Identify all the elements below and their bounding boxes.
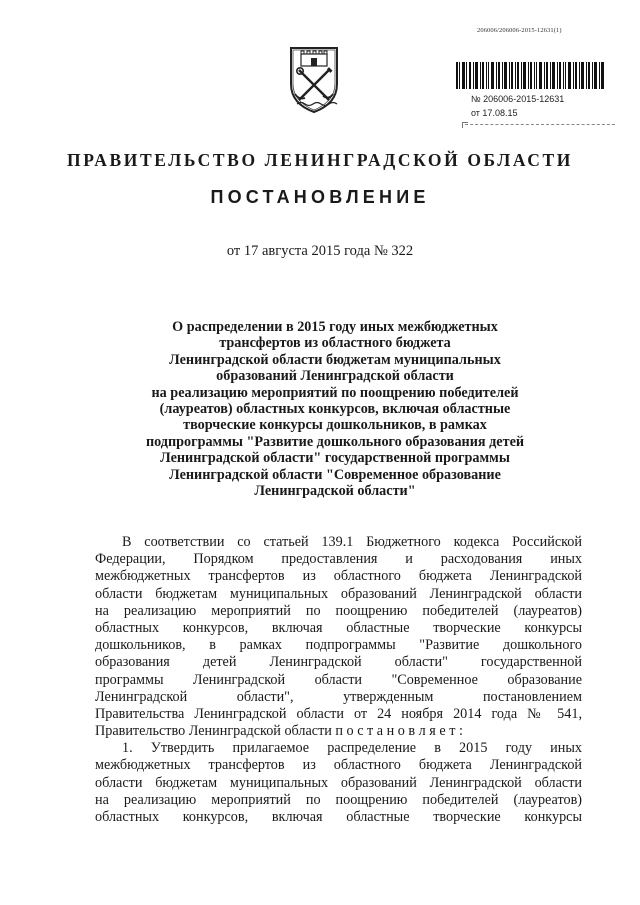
subject-line: Ленинградской области" <box>254 483 416 500</box>
body-line: Правительства Ленинградской области от 24 ноября 2014 года № 541, <box>95 705 582 722</box>
subject-line: на реализацию мероприятий по поощрению победителей <box>151 384 519 401</box>
body-line: образования детей Ленинградской области" государственной <box>95 654 582 671</box>
body-line: дошкольников, в рамках подпрограммы "Развитие дошкольного <box>95 637 582 654</box>
subject-line: трансфертов из областного бюджета <box>219 335 451 352</box>
body-line: межбюджетных трансфертов из областного бюджета Ленинградской <box>95 757 582 774</box>
subject-line: образований Ленинградской области <box>216 368 454 385</box>
body-line: областных конкурсов, включая областные творческие конкурсы <box>95 809 582 825</box>
body-line: Федерации, Порядком предоставления и расходования иных <box>95 551 582 568</box>
decree-subject <box>100 319 570 499</box>
registration-number: № 206006-2015-12631 <box>471 94 565 104</box>
subject-line: О распределении в 2015 году иных межбюджетных <box>172 319 498 335</box>
subject-line: Ленинградской области "Современное образование <box>169 466 501 483</box>
document-id: 206006/206006-2015-12631(1) <box>477 27 562 34</box>
body-line: на реализацию мероприятий по поощрению победителей (лауреатов) <box>95 791 582 808</box>
body-line: программы Ленинградской области "Современное образование <box>95 671 582 688</box>
body-line: межбюджетных трансфертов из областного бюджета Ленинградской <box>95 568 582 585</box>
body-line: 1. Утвердить прилагаемое распределение в 2015 году иных <box>122 740 582 757</box>
subject-line: (лауреатов) областных конкурсов, включая областные <box>159 401 511 418</box>
subject-line: подпрограммы "Развитие дошкольного образования детей <box>145 433 525 450</box>
body-line: областных конкурсов, включая областные творческие конкурсы <box>95 619 582 636</box>
subject-line: Ленинградской области" государственной программы <box>160 450 510 467</box>
body-line: на реализацию мероприятий по поощрению победителей (лауреатов) <box>95 602 582 619</box>
decree-body <box>95 534 582 826</box>
body-line: области бюджетам муниципальных образований Ленинградской области <box>95 774 582 791</box>
decree-date-number: от 17 августа 2015 года № 322 <box>226 243 414 259</box>
government-title: ПРАВИТЕЛЬСТВО ЛЕНИНГРАДСКОЙ ОБЛАСТИ <box>66 150 574 170</box>
body-line: Ленинградской области", утвержденным постановлением <box>95 688 582 705</box>
body-line: Правительство Ленинградской области п о с т а н о в л я е т : <box>95 723 463 740</box>
body-line: В соответствии со статьей 139.1 Бюджетного кодекса Российской <box>122 534 582 550</box>
barcode-icon <box>456 62 604 89</box>
stamp-divider <box>465 124 615 126</box>
coat-of-arms-icon <box>283 44 345 114</box>
registration-date: от 17.08.15 <box>471 108 518 118</box>
body-line: области бюджетам муниципальных образований Ленинградской области <box>95 585 582 602</box>
document-type: ПОСТАНОВЛЕНИЕ <box>210 187 430 207</box>
subject-line: Ленинградской области бюджетам муниципальных <box>169 351 501 368</box>
subject-line: творческие конкурсы дошкольников, в рамках <box>183 417 487 434</box>
